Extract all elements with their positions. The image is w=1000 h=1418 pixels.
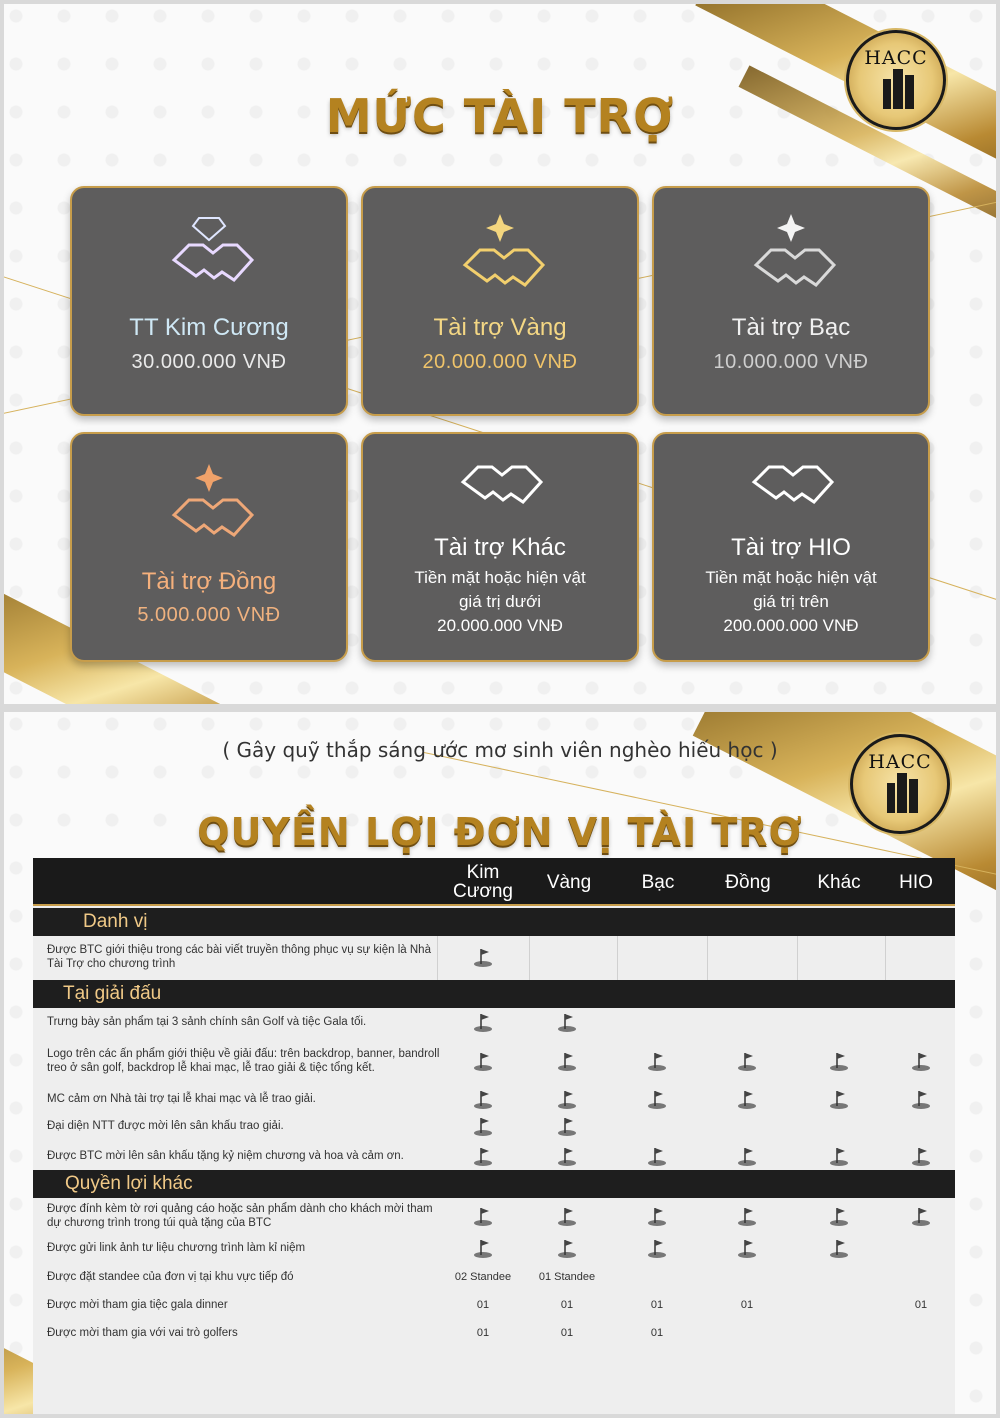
card-dong (70, 432, 348, 662)
empty-cell (799, 1263, 879, 1291)
cell-value: 01 (560, 1327, 574, 1339)
golf-flag-icon (443, 1036, 523, 1086)
golf-flag-icon (799, 1141, 879, 1170)
golf-flag-icon (617, 1141, 697, 1170)
empty-cell (707, 1263, 787, 1291)
empty-cell (881, 1111, 961, 1141)
column-header-dong: Đồng (725, 871, 771, 893)
empty-cell (617, 1111, 697, 1141)
row-label: Trưng bày sản phẩm tại 3 sảnh chính sân Golf và tiệc Gala tối. (47, 1016, 367, 1028)
golf-flag-icon (527, 1233, 607, 1263)
empty-cell (527, 936, 607, 978)
handshake-icon (455, 452, 545, 522)
section-header (33, 908, 955, 936)
empty-cell (617, 1008, 697, 1036)
table-row (33, 936, 955, 978)
empty-cell (617, 936, 697, 978)
row-label: Đại diện NTT được mời lên sân khấu trao giải. (47, 1120, 284, 1132)
section-header (33, 980, 955, 1008)
column-divider (437, 936, 438, 980)
card-amount: 5.000.000 VNĐ (137, 604, 281, 626)
golf-flag-icon (617, 1086, 697, 1111)
cell-value: 01 Standee (538, 1271, 596, 1283)
card-desc: Tiền mặt hoặc hiện vật (414, 568, 586, 587)
row-label: Được đính kèm tờ rơi quảng cáo hoặc sản phẩm dành cho khách mời tham dự chương trình trong túi quà tặng của BTC (47, 1202, 433, 1229)
golf-flag-icon (707, 1233, 787, 1263)
card-khac (361, 432, 639, 662)
card-desc: giá trị trên (753, 592, 829, 611)
logo-text: HACC (868, 751, 932, 773)
table-row (33, 1318, 955, 1348)
empty-cell (799, 1008, 879, 1036)
golf-flag-icon (527, 1111, 607, 1141)
sponsor-benefits-page (4, 712, 996, 1414)
golf-flag-icon (443, 1111, 523, 1141)
cell-value: 01 (650, 1298, 664, 1311)
golf-flag-icon (527, 1086, 607, 1111)
card-vang (361, 186, 639, 416)
sponsorship-levels-page (4, 4, 996, 704)
empty-cell (881, 1318, 961, 1348)
bronze-handshake-icon (164, 460, 254, 550)
empty-cell (881, 1233, 961, 1263)
diamond-handshake-icon (164, 210, 254, 300)
table-row (33, 1291, 955, 1318)
row-label: MC cảm ơn Nhà tài trợ tại lễ khai mạc và lễ trao giải. (47, 1092, 316, 1105)
empty-cell (881, 1008, 961, 1036)
golf-flag-icon (617, 1036, 697, 1086)
golf-flag-icon (881, 1036, 961, 1086)
golf-flag-icon (799, 1036, 879, 1086)
empty-cell (707, 1318, 787, 1348)
golf-flag-icon (799, 1086, 879, 1111)
table-row (33, 1086, 955, 1111)
card-desc: 200.000.000 VNĐ (723, 616, 859, 635)
golf-flag-icon (443, 1008, 523, 1036)
card-name: Tài trợ HIO (731, 534, 851, 561)
table-row (33, 1008, 955, 1036)
column-divider (797, 936, 798, 980)
table-row (33, 1141, 955, 1170)
building-icon (881, 769, 925, 813)
golf-flag-icon (443, 1233, 523, 1263)
section-title: Tại giải đấu (63, 983, 162, 1004)
golf-flag-icon (443, 1198, 523, 1233)
golf-flag-icon (707, 1086, 787, 1111)
row-label: Được BTC mời lên sân khấu tặng kỷ niệm chương và hoa và cảm ơn. (47, 1149, 404, 1162)
empty-cell (881, 1263, 961, 1291)
cell-value: 01 (476, 1327, 490, 1339)
column-divider (529, 936, 530, 980)
golf-flag-icon (527, 1008, 607, 1036)
section-header (33, 1170, 955, 1198)
card-name: Tài trợ Khác (434, 534, 566, 561)
card-bac (652, 186, 930, 416)
benefits-table (33, 858, 955, 1414)
section-title: Quyền lợi khác (65, 1173, 193, 1194)
page-title: MỨC TÀI TRỢ (325, 89, 675, 143)
card-desc: giá trị dưới (458, 592, 542, 611)
golf-flag-icon (799, 1233, 879, 1263)
table-row (33, 1233, 955, 1263)
column-divider (885, 936, 886, 980)
row-label: Được đặt standee của đơn vị tại khu vực tiếp đó (47, 1271, 294, 1283)
card-amount: 30.000.000 VNĐ (131, 351, 287, 373)
column-header-kim-cuong: Kim Cương (452, 862, 514, 902)
empty-cell (881, 936, 961, 978)
row-label: Được gửi link ảnh tư liệu chương trình làm kỉ niệm (47, 1242, 306, 1254)
logo-text: HACC (864, 47, 928, 69)
golf-flag-icon (443, 936, 523, 978)
card-desc: 20.000.000 VNĐ (437, 616, 563, 635)
column-divider (707, 936, 708, 980)
row-label: Được BTC giới thiệu trong các bài viết truyền thông phục vụ sự kiện là Nhà Tài Trợ cho chương trình (47, 944, 431, 970)
table-row (33, 1263, 955, 1291)
card-kim-cuong (70, 186, 348, 416)
cell-value: 01 (560, 1298, 574, 1311)
card-desc: Tiền mặt hoặc hiện vật (705, 568, 877, 587)
golf-flag-icon (443, 1141, 523, 1170)
golf-flag-icon (707, 1198, 787, 1233)
gold-handshake-icon (455, 210, 545, 300)
table-row (33, 1198, 955, 1233)
empty-cell (707, 936, 787, 978)
card-amount: 20.000.000 VNĐ (422, 351, 578, 373)
column-header-hio: HIO (899, 871, 933, 893)
cell-value: 01 (650, 1327, 664, 1339)
handshake-icon (746, 452, 836, 522)
empty-cell (707, 1008, 787, 1036)
golf-flag-icon (527, 1036, 607, 1086)
golf-flag-icon (799, 1198, 879, 1233)
column-header-khac: Khác (817, 871, 861, 893)
golf-flag-icon (707, 1036, 787, 1086)
golf-flag-icon (881, 1141, 961, 1170)
golf-flag-icon (527, 1141, 607, 1170)
row-label: Được mời tham gia tiệc gala dinner (47, 1298, 228, 1311)
empty-cell (799, 1111, 879, 1141)
card-amount: 10.000.000 VNĐ (713, 351, 869, 373)
golf-flag-icon (527, 1198, 607, 1233)
column-divider (617, 936, 618, 980)
golf-flag-icon (881, 1086, 961, 1111)
golf-flag-icon (443, 1086, 523, 1111)
cell-value: 01 (914, 1298, 928, 1311)
golf-flag-icon (617, 1233, 697, 1263)
cell-value: 02 Standee (454, 1271, 512, 1283)
card-hio (652, 432, 930, 662)
cell-value: 01 (740, 1298, 754, 1311)
cell-value: 01 (476, 1298, 490, 1311)
golf-flag-icon (881, 1198, 961, 1233)
table-row (33, 1111, 955, 1141)
card-name: Tài trợ Bạc (731, 314, 851, 341)
section-title: Danh vị (83, 911, 148, 932)
column-header-bac: Bạc (641, 871, 675, 893)
row-label: Được mời tham gia với vai trò golfers (47, 1327, 238, 1339)
table-header (33, 858, 955, 906)
page-title: QUYỀN LỢI ĐƠN VỊ TÀI TRỢ (197, 810, 803, 854)
silver-handshake-icon (746, 210, 836, 300)
empty-cell (617, 1263, 697, 1291)
empty-cell (707, 1111, 787, 1141)
card-name: Tài trợ Đồng (141, 568, 277, 595)
row-label: Logo trên các ấn phẩm giới thiệu về giải đấu: trên backdrop, banner, bandroll treo ở sân golf, backdrop lễ khai mạc, lễ trao giải & tiệc tổng kết. (47, 1048, 440, 1074)
page-subtitle: ( Gây quỹ thắp sáng ước mơ sinh viên nghèo hiếu học ) (222, 738, 778, 762)
empty-cell (799, 936, 879, 978)
golf-flag-icon (707, 1141, 787, 1170)
empty-cell (799, 1291, 879, 1318)
table-row (33, 1036, 955, 1086)
column-header-vang: Vàng (546, 871, 592, 893)
empty-cell (799, 1318, 879, 1348)
card-name: Tài trợ Vàng (433, 314, 567, 341)
golf-flag-icon (617, 1198, 697, 1233)
card-name: TT Kim Cương (129, 314, 289, 341)
